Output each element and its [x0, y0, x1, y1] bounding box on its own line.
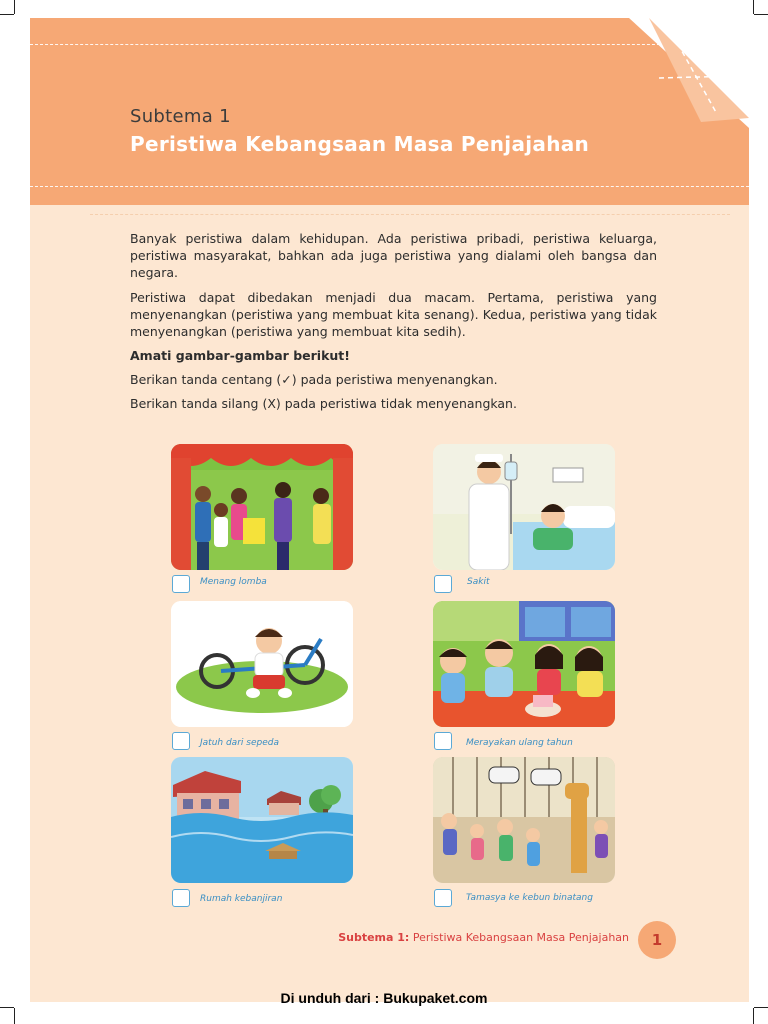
footer-subtema-title: Peristiwa Kebangsaan Masa Penjajahan — [412, 931, 629, 944]
checkbox-sick[interactable] — [434, 575, 452, 593]
checkbox-flood[interactable] — [172, 889, 190, 907]
body-dashed-line — [90, 214, 730, 215]
picture-winning-competition — [171, 444, 353, 570]
picture-birthday — [433, 601, 615, 727]
page-number: 1 — [638, 921, 676, 959]
instruction-check: Berikan tanda centang (✓) pada peristiwa menyenangkan. — [130, 372, 498, 387]
checkbox-bicycle-fall[interactable] — [172, 732, 190, 750]
crop-mark — [754, 1007, 768, 1008]
types-paragraph: Peristiwa dapat dibedakan menjadi dua macam. Pertama, peristiwa yang menyenangkan (peristiwa yang membuat kita senang). Kedua, peristiwa yang tidak menyenangkan (peristiwa yang membuat kita sedih). — [130, 290, 657, 339]
caption-winning-competition: Menang lomba — [200, 577, 267, 587]
page-title: Peristiwa Kebangsaan Masa Penjajahan — [130, 132, 590, 156]
book-page — [30, 18, 749, 1002]
header-dashed-line — [30, 186, 749, 187]
crop-mark — [754, 14, 768, 15]
caption-sick: Sakit — [467, 577, 490, 587]
header-dashed-line — [30, 44, 670, 45]
zoo-illustration — [433, 757, 615, 883]
instruction-cross: Berikan tanda silang (X) pada peristiwa tidak menyenangkan. — [130, 396, 517, 411]
crop-mark — [753, 0, 754, 14]
crop-mark — [0, 14, 14, 15]
crop-mark — [0, 1007, 14, 1008]
chapter-header — [30, 18, 749, 205]
crop-mark — [753, 1008, 754, 1024]
picture-zoo — [433, 757, 615, 883]
winning-competition-illustration — [171, 444, 353, 570]
caption-bicycle-fall: Jatuh dari sepeda — [200, 738, 279, 748]
caption-birthday: Merayakan ulang tahun — [466, 738, 573, 748]
sick-illustration — [433, 444, 615, 570]
intro-paragraph: Banyak peristiwa dalam kehidupan. Ada peristiwa pribadi, peristiwa keluarga, peristiwa masyarakat, bahkan ada juga peristiwa yang dialami oleh bangsa dan negara. — [130, 231, 657, 280]
picture-flood — [171, 757, 353, 883]
checkbox-birthday[interactable] — [434, 732, 452, 750]
picture-sick — [433, 444, 615, 570]
crop-mark — [14, 1008, 15, 1024]
bicycle-fall-illustration — [171, 601, 353, 727]
crop-mark — [14, 0, 15, 14]
caption-flood: Rumah kebanjiran — [200, 894, 283, 904]
flood-illustration — [171, 757, 353, 883]
caption-zoo: Tamasya ke kebun binatang — [466, 893, 593, 903]
picture-bicycle-fall — [171, 601, 353, 727]
running-footer — [338, 931, 629, 944]
checkbox-zoo[interactable] — [434, 889, 452, 907]
checkbox-winning-competition[interactable] — [172, 575, 190, 593]
instruction-heading: Amati gambar-gambar berikut! — [130, 348, 350, 363]
subtema-label: Subtema 1 — [130, 106, 231, 127]
download-note: Di unduh dari : Bukupaket.com — [280, 990, 488, 1006]
page-curl-decoration — [629, 18, 749, 128]
birthday-illustration — [433, 601, 615, 727]
footer-subtema-prefix: Subtema 1: — [338, 931, 410, 944]
